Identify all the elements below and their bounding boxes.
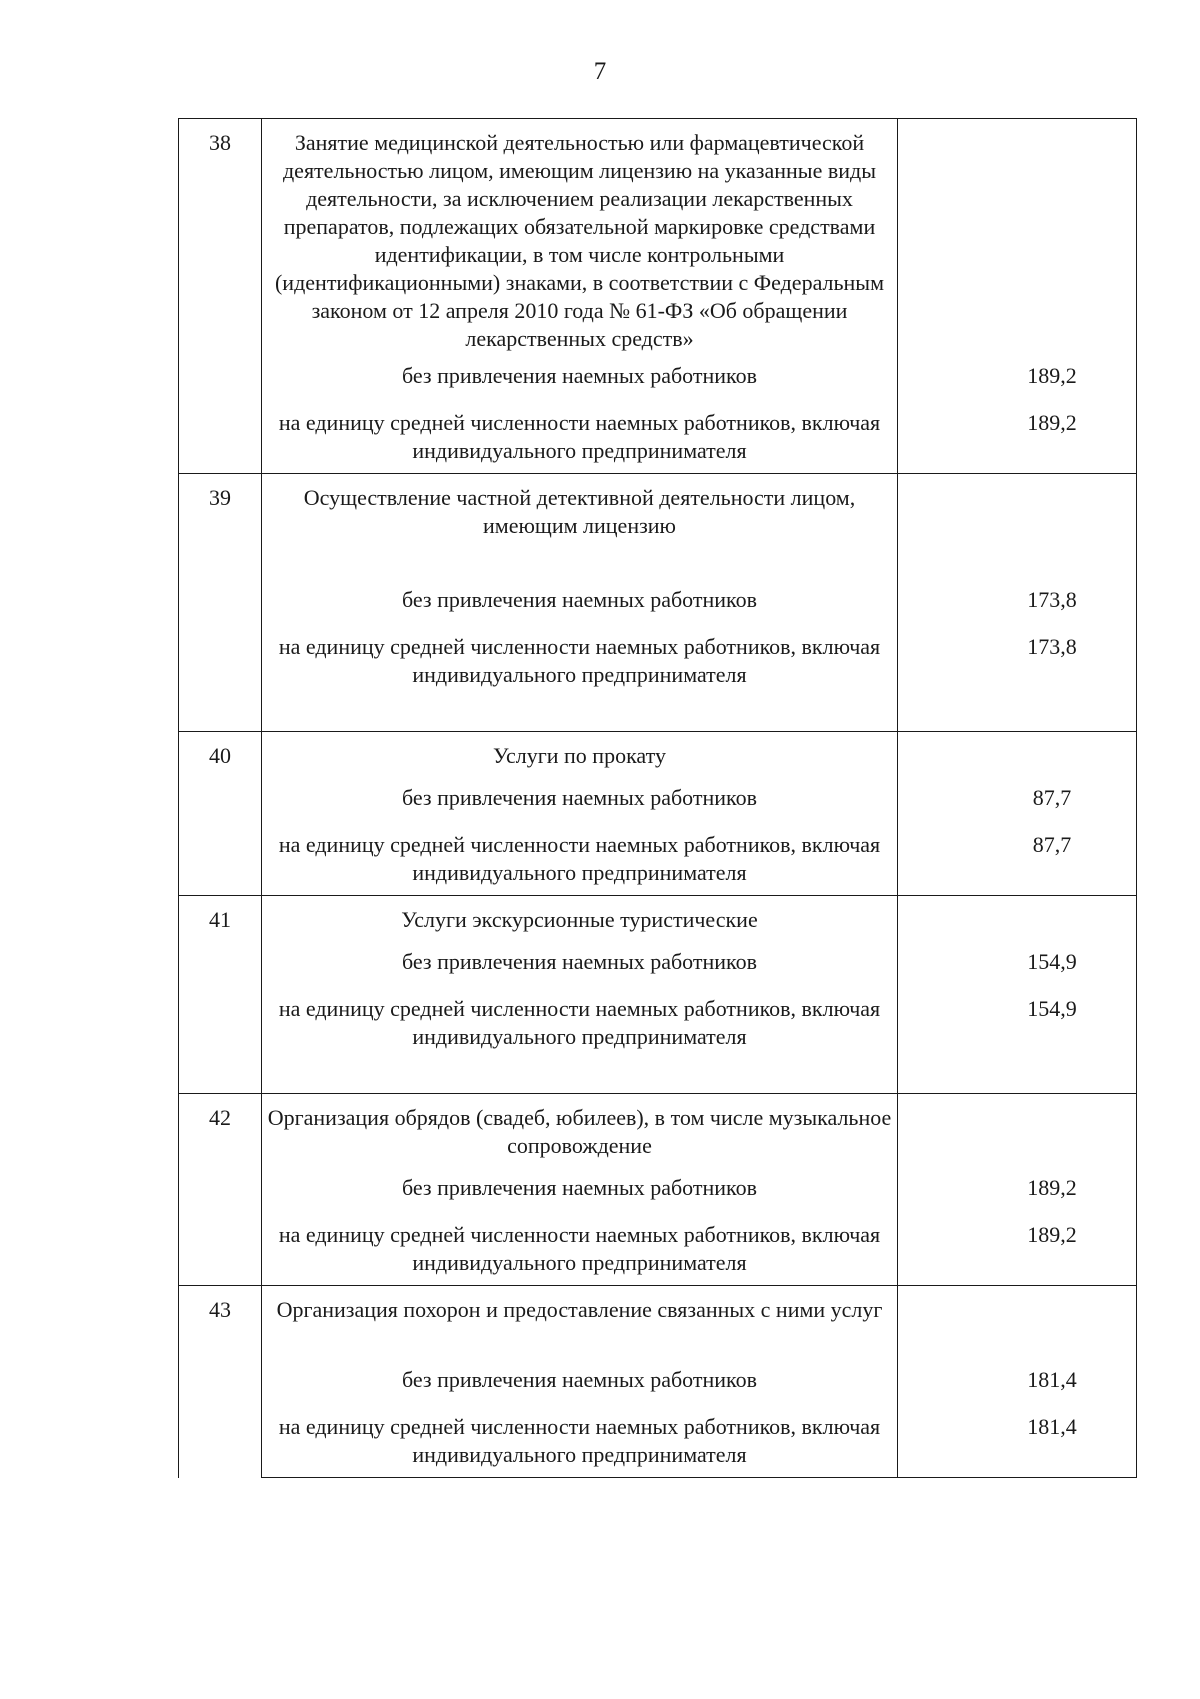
table-row [179, 732, 1137, 785]
table-row [179, 948, 1137, 995]
value-no-employees: 189,2 [1027, 1175, 1077, 1200]
value-per-employee: 189,2 [1027, 1222, 1077, 1247]
sub-label-no-employees: без привлечения наемных работников [401, 949, 758, 974]
value-no-employees: 181,4 [1027, 1367, 1077, 1392]
table-row [179, 409, 1137, 474]
tariff-table [178, 118, 1137, 1478]
sub-label-no-employees: без привлечения наемных работников [401, 785, 758, 810]
activity-title-text: Занятие медицинской деятельностью или фармацевтической деятельностью лицом, имеющим лицензию на указанные виды деятельности, за исключением реализации лекарственных препаратов, подлежащих обязательной маркировке средствами идентификации, в том числе контрольными (идентификационными) знаками, в соответствии с Федеральным законом от 12 апреля 2010 года № 61-ФЗ «Об обращении лекарственных средств» [274, 130, 885, 351]
value-no-employees: 87,7 [1032, 785, 1072, 810]
sub-label-per-employee: на единицу средней численности наемных работников, включая индивидуального предпринимателя [278, 634, 881, 687]
table-row [179, 1174, 1137, 1221]
table-row [179, 362, 1137, 409]
activity-title [262, 474, 898, 587]
activity-title [262, 732, 898, 785]
sub-label-per-employee: на единицу средней численности наемных работников, включая индивидуального предпринимателя [278, 832, 881, 885]
table-row [179, 119, 1137, 363]
value-cell-empty [898, 1094, 1137, 1175]
activity-title [262, 119, 898, 363]
table-row [179, 995, 1137, 1094]
value-cell [898, 586, 1137, 633]
value-cell [898, 1413, 1137, 1478]
sub-label-no-employees: без привлечения наемных работников [401, 363, 758, 388]
sub-label-cell [262, 784, 898, 831]
table-row [179, 896, 1137, 949]
table-row [179, 831, 1137, 896]
table-row [179, 633, 1137, 732]
activity-title-text: Осуществление частной детективной деятельности лицом, имеющим лицензию [303, 485, 856, 538]
value-cell-empty [898, 1286, 1137, 1367]
value-per-employee: 87,7 [1032, 832, 1072, 857]
table-row [179, 1366, 1137, 1413]
value-cell [898, 948, 1137, 995]
value-cell [898, 1174, 1137, 1221]
sub-label-cell [262, 995, 898, 1094]
table-row [179, 784, 1137, 831]
sub-label-cell [262, 409, 898, 474]
sub-label-cell [262, 362, 898, 409]
sub-label-per-employee: на единицу средней численности наемных работников, включая индивидуального предпринимателя [278, 1222, 881, 1275]
activity-title [262, 1094, 898, 1175]
value-cell-empty [898, 732, 1137, 785]
table-row [179, 586, 1137, 633]
value-cell [898, 409, 1137, 474]
value-cell [898, 1366, 1137, 1413]
sub-label-per-employee: на единицу средней численности наемных работников, включая индивидуального предпринимателя [278, 410, 881, 463]
activity-title-text: Организация обрядов (свадеб, юбилеев), в том числе музыкальное сопровождение [267, 1105, 892, 1158]
value-cell [898, 633, 1137, 732]
page-number: 7 [593, 58, 607, 85]
sub-label-per-employee: на единицу средней численности наемных работников, включая индивидуального предпринимателя [278, 1414, 881, 1467]
row-number: 38 [179, 119, 262, 474]
sub-label-per-employee: на единицу средней численности наемных работников, включая индивидуального предпринимателя [278, 996, 881, 1049]
sub-label-cell [262, 1366, 898, 1413]
value-cell [898, 362, 1137, 409]
sub-label-no-employees: без привлечения наемных работников [401, 1367, 758, 1392]
sub-label-cell [262, 948, 898, 995]
activity-title [262, 896, 898, 949]
table-row [179, 474, 1137, 587]
value-per-employee: 181,4 [1027, 1414, 1077, 1439]
row-number: 39 [179, 474, 262, 732]
value-cell-empty [898, 119, 1137, 363]
activity-title [262, 1286, 898, 1367]
sub-label-cell [262, 586, 898, 633]
table-row [179, 1094, 1137, 1175]
activity-title-text: Услуги экскурсионные туристические [401, 907, 758, 932]
value-per-employee: 189,2 [1027, 410, 1077, 435]
value-cell [898, 1221, 1137, 1286]
sub-label-cell [262, 633, 898, 732]
row-number: 42 [179, 1094, 262, 1286]
sub-label-no-employees: без привлечения наемных работников [401, 1175, 758, 1200]
value-per-employee: 154,9 [1027, 996, 1077, 1021]
value-no-employees: 154,9 [1027, 949, 1077, 974]
value-cell [898, 784, 1137, 831]
value-cell [898, 831, 1137, 896]
sub-label-cell [262, 1413, 898, 1478]
table-row [179, 1221, 1137, 1286]
value-no-employees: 189,2 [1027, 363, 1077, 388]
table-row [179, 1286, 1137, 1367]
sub-label-no-employees: без привлечения наемных работников [401, 587, 758, 612]
value-cell [898, 995, 1137, 1094]
activity-title-text: Организация похорон и предоставление связанных с ними услуг [276, 1297, 883, 1322]
row-number: 41 [179, 896, 262, 1094]
value-no-employees: 173,8 [1027, 587, 1077, 612]
value-cell-empty [898, 474, 1137, 587]
row-number: 43 [179, 1286, 262, 1478]
value-per-employee: 173,8 [1027, 634, 1077, 659]
sub-label-cell [262, 831, 898, 896]
sub-label-cell [262, 1221, 898, 1286]
activity-title-text: Услуги по прокату [493, 743, 666, 768]
sub-label-cell [262, 1174, 898, 1221]
value-cell-empty [898, 896, 1137, 949]
table-row [179, 1413, 1137, 1478]
row-number: 40 [179, 732, 262, 896]
